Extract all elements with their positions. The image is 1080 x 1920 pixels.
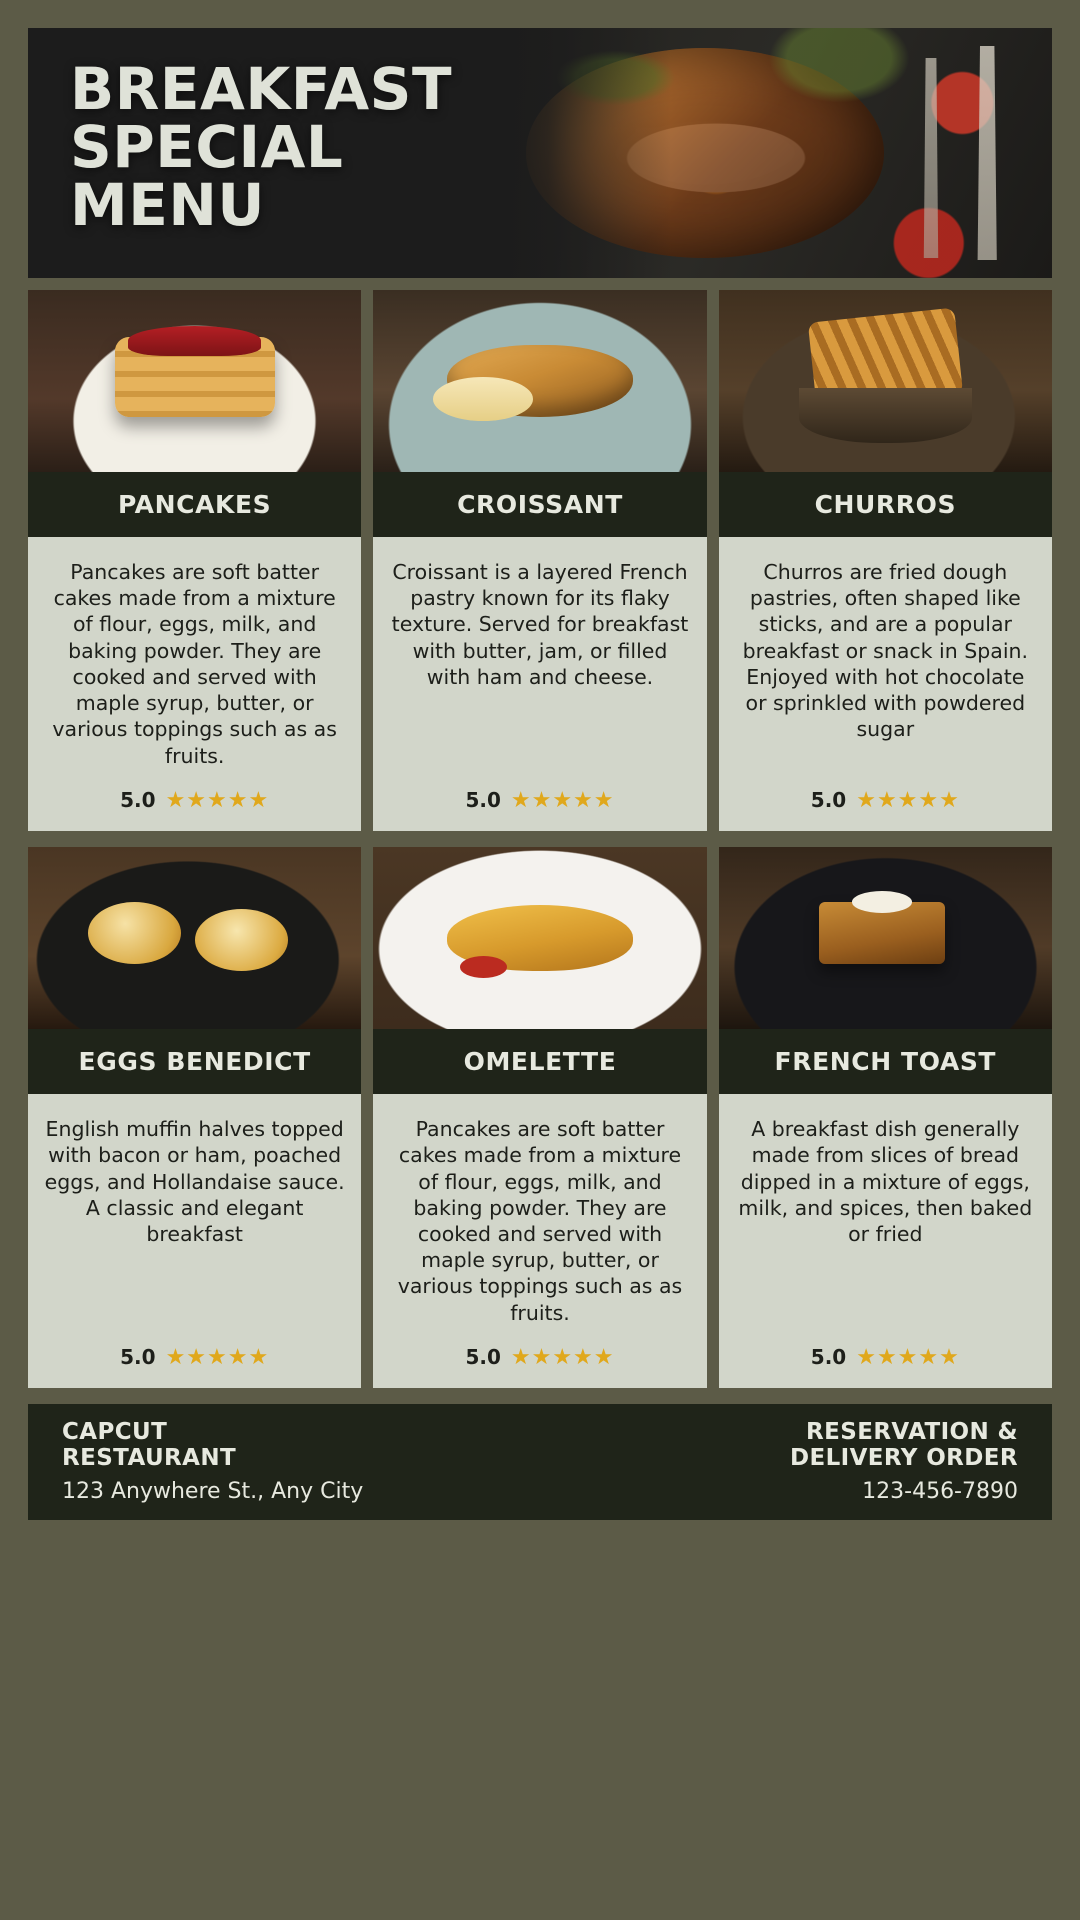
star-icon: ★★★★★ [165,1344,270,1370]
menu-card-description: Pancakes are soft batter cakes made from a mixture of flour, eggs, milk, and baking powder. They are cooked and served with maple syrup, butter, or various toppings such as as fruits. [397,1117,683,1325]
hero-title-line-1: BREAKFAST [70,55,453,123]
menu-card-pancakes [28,290,361,831]
menu-card-body [373,1094,706,1388]
star-icon: ★★★★★ [510,1344,615,1370]
rating-value: 5.0 [465,788,501,813]
brand-name [62,1420,363,1472]
hero-title-line-2: SPECIAL [70,113,344,181]
page-title [70,55,453,239]
omelette-photo [373,847,706,1029]
footer-contact-block [790,1420,1018,1505]
menu-card-description: Churros are fried dough pastries, often shaped like sticks, and are a popular breakfast or snack in Spain. Enjoyed with hot chocolate or sprinkled with powdered sugar [742,560,1029,742]
rating [389,1344,690,1372]
rating-value: 5.0 [810,1345,847,1370]
hero-breakfast-photo [492,28,1052,278]
french-toast-photo [719,847,1052,1029]
menu-card-omelette [373,847,706,1388]
menu-card-description: A breakfast dish generally made from slices of bread dipped in a mixture of eggs, milk, and spices, then baked or fried [738,1117,1033,1246]
croissant-photo [373,290,706,472]
rating [44,787,345,815]
menu-poster [28,28,1052,1892]
menu-card-description: Pancakes are soft batter cakes made from a mixture of flour, eggs, milk, and baking powder. They are cooked and served with maple syrup, butter, or various toppings such as as fruits. [52,560,337,768]
hero-banner [28,28,1052,278]
rating-value: 5.0 [810,788,847,813]
menu-card-churros [719,290,1052,831]
brand-name-line-1: CAPCUT [62,1418,168,1445]
menu-card-french-toast [719,847,1052,1388]
address: 123 Anywhere St., Any City [62,1479,364,1505]
reservation-heading [790,1420,1018,1472]
footer-brand-block [62,1420,363,1505]
menu-card-title: CHURROS [719,472,1052,537]
menu-card-title: CROISSANT [373,472,706,537]
menu-card-body [719,537,1052,831]
menu-card-description: Croissant is a layered French pastry known for its flaky texture. Served for breakfast with butter, jam, or filled with ham and cheese. [391,560,689,689]
churros-photo [719,290,1052,472]
brand-name-line-2: RESTAURANT [62,1444,237,1471]
eggs-benedict-photo [28,847,361,1029]
menu-card-body [373,537,706,831]
phone-number: 123-456-7890 [862,1479,1018,1505]
rating-value: 5.0 [465,1345,501,1370]
menu-card-description: English muffin halves topped with bacon or ham, poached eggs, and Hollandaise sauce. A classic and elegant breakfast [44,1117,345,1246]
rating [389,787,690,815]
menu-card-title: PANCAKES [28,472,361,537]
reservation-heading-line-1: RESERVATION & [806,1418,1018,1445]
menu-card-body [719,1094,1052,1388]
hero-title-line-3: MENU [70,171,265,239]
menu-card-body [28,537,361,831]
menu-card-croissant [373,290,706,831]
menu-card-body [28,1094,361,1388]
menu-grid-row-1 [28,290,1052,831]
menu-card-eggs-benedict [28,847,361,1388]
menu-grid-row-2 [28,847,1052,1388]
menu-card-title: OMELETTE [373,1029,706,1094]
star-icon: ★★★★★ [856,787,960,813]
star-icon: ★★★★★ [165,787,270,813]
menu-card-title: FRENCH TOAST [719,1029,1052,1094]
footer [28,1404,1052,1520]
reservation-heading-line-2: DELIVERY ORDER [789,1444,1018,1471]
rating-value: 5.0 [120,788,156,813]
star-icon: ★★★★★ [510,787,615,813]
rating [735,1344,1036,1372]
star-icon: ★★★★★ [856,1344,960,1370]
pancakes-photo [28,290,361,472]
rating [735,787,1036,815]
rating-value: 5.0 [120,1345,156,1370]
rating [44,1344,345,1372]
menu-card-title: EGGS BENEDICT [28,1029,361,1094]
